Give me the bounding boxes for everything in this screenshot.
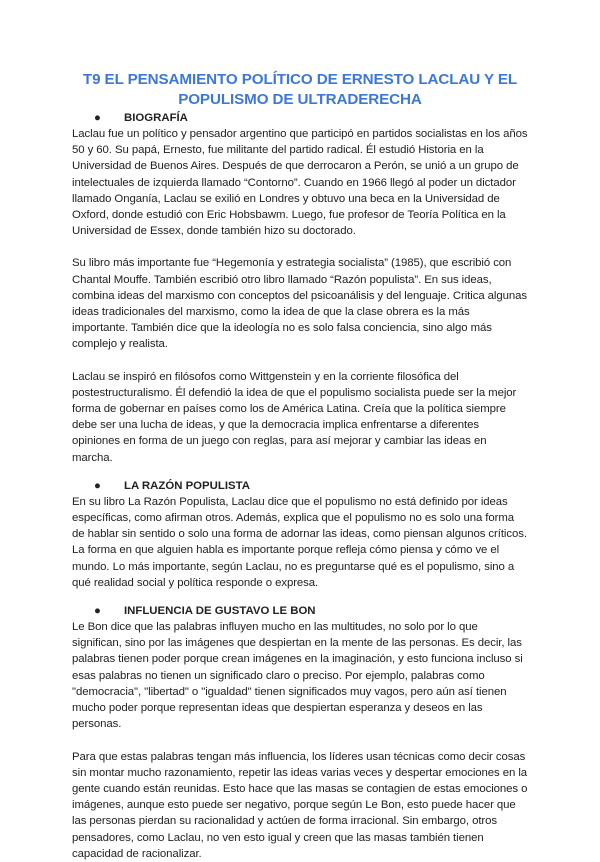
section-heading-label: INFLUENCIA DE GUSTAVO LE BON [124,605,316,618]
document-title: T9 EL PENSAMIENTO POLÍTICO DE ERNESTO LACLAU Y EL POPULISMO DE ULTRADERECHA [82,71,518,108]
paragraph: Su libro más importante fue “Hegemonía y estrategia socialista” (1985), que escribió con Chantal Mouffe. También escribió otro libro llamado “Razón populista”. En sus ideas, combina ideas del marxismo con conceptos del psicoanálisis y del lenguaje. Critica algunas ideas tradicionales del marxismo, como la idea de que la clase obrera es la más importante. También dice que la ideología no es solo falsa conciencia, sino algo más complejo y realista. [72,257,528,351]
section-heading-razon-populista [72,478,528,494]
section-heading-biografia [72,110,528,126]
section-heading-le-bon [72,603,528,619]
paragraph: Laclau fue un político y pensador argentino que participó en partidos socialistas en los años 50 y 60. Su papá, Ernesto, fue militante del partido radical. Él estudió Historia en la Universidad de Buenos Aires. Después de que derrocaron a Perón, se unió a un grupo de intelectuales de izquierda llamado “Contorno”. Cuando en 1966 llegó al poder un dictador llamado Onganía, Laclau se exilió en Londres y obtuvo una beca en la Universidad de Oxford, donde estudió con Eric Hobsbawm. Luego, fue profesor de Teoría Política en la Universidad de Essex, donde también hizo su doctorado. [72,128,528,238]
paragraph: Laclau se inspiró en filósofos como Wittgenstein y en la corriente filosófica del postestructuralismo. Él defendió la idea de que el populismo socialista puede ser la mejor forma de gobernar en países como los de América Latina. Creía que la política siempre debe ser una lucha de ideas, y que la democracia implica enfrentarse a diferentes opiniones en forma de un juego con reglas, para así mejorar y cambiar las ideas en marcha. [72,370,517,464]
section-heading-label: LA RAZÓN POPULISTA [124,479,250,492]
paragraph: Le Bon dice que las palabras influyen mucho en las multitudes, no solo por lo que significan, sino por las imágenes que despiertan en la mente de las personas. Es decir, las palabras tienen poder porque crean imágenes en la imaginación, y esto funciona incluso si esas palabras no tienen un significado claro o preciso. Por ejemplo, palabras como "democracia", "libertad" o "igualdad" tienen significados muy vagos, pero aún así tienen mucho poder porque representan ideas que despiertan esperanza y deseos en las personas. [72,621,523,731]
bullet-icon: ● [94,605,101,618]
document-page [72,70,528,862]
paragraph: En su libro La Razón Populista, Laclau dice que el populismo no está definido por ideas específicas, como afirman otros. Además, explica que el populismo no es solo una forma de hablar sin sentido o solo una forma de adornar las ideas, como piensan algunos críticos. La forma en que alguien habla es importante porque refleja cómo piensa y cómo ve el mundo. Lo más importante, según Laclau, no es preguntarse qué es el populismo, sino a qué realidad social y política responde o expresa. [72,495,527,589]
section-heading-label: BIOGRAFÍA [124,112,188,124]
paragraph: Para que estas palabras tengan más influencia, los líderes usan técnicas como decir cosas sin montar mucho razonamiento, repetir las ideas varias veces y despertar emociones en la gente cuando están reunidas. Esto hace que las masas se contagien de estas emociones o imágenes, aunque esto puede ser negativo, porque según Le Bon, esto puede hacer que las personas pierdan su racionalidad y actúen de forma irracional. Sin embargo, otros pensadores, como Laclau, no ven esto igual y creen que las masas también tienen capacidad de racionalizar. [72,750,528,860]
bullet-icon: ● [94,479,101,492]
bullet-icon: ● [94,112,101,124]
